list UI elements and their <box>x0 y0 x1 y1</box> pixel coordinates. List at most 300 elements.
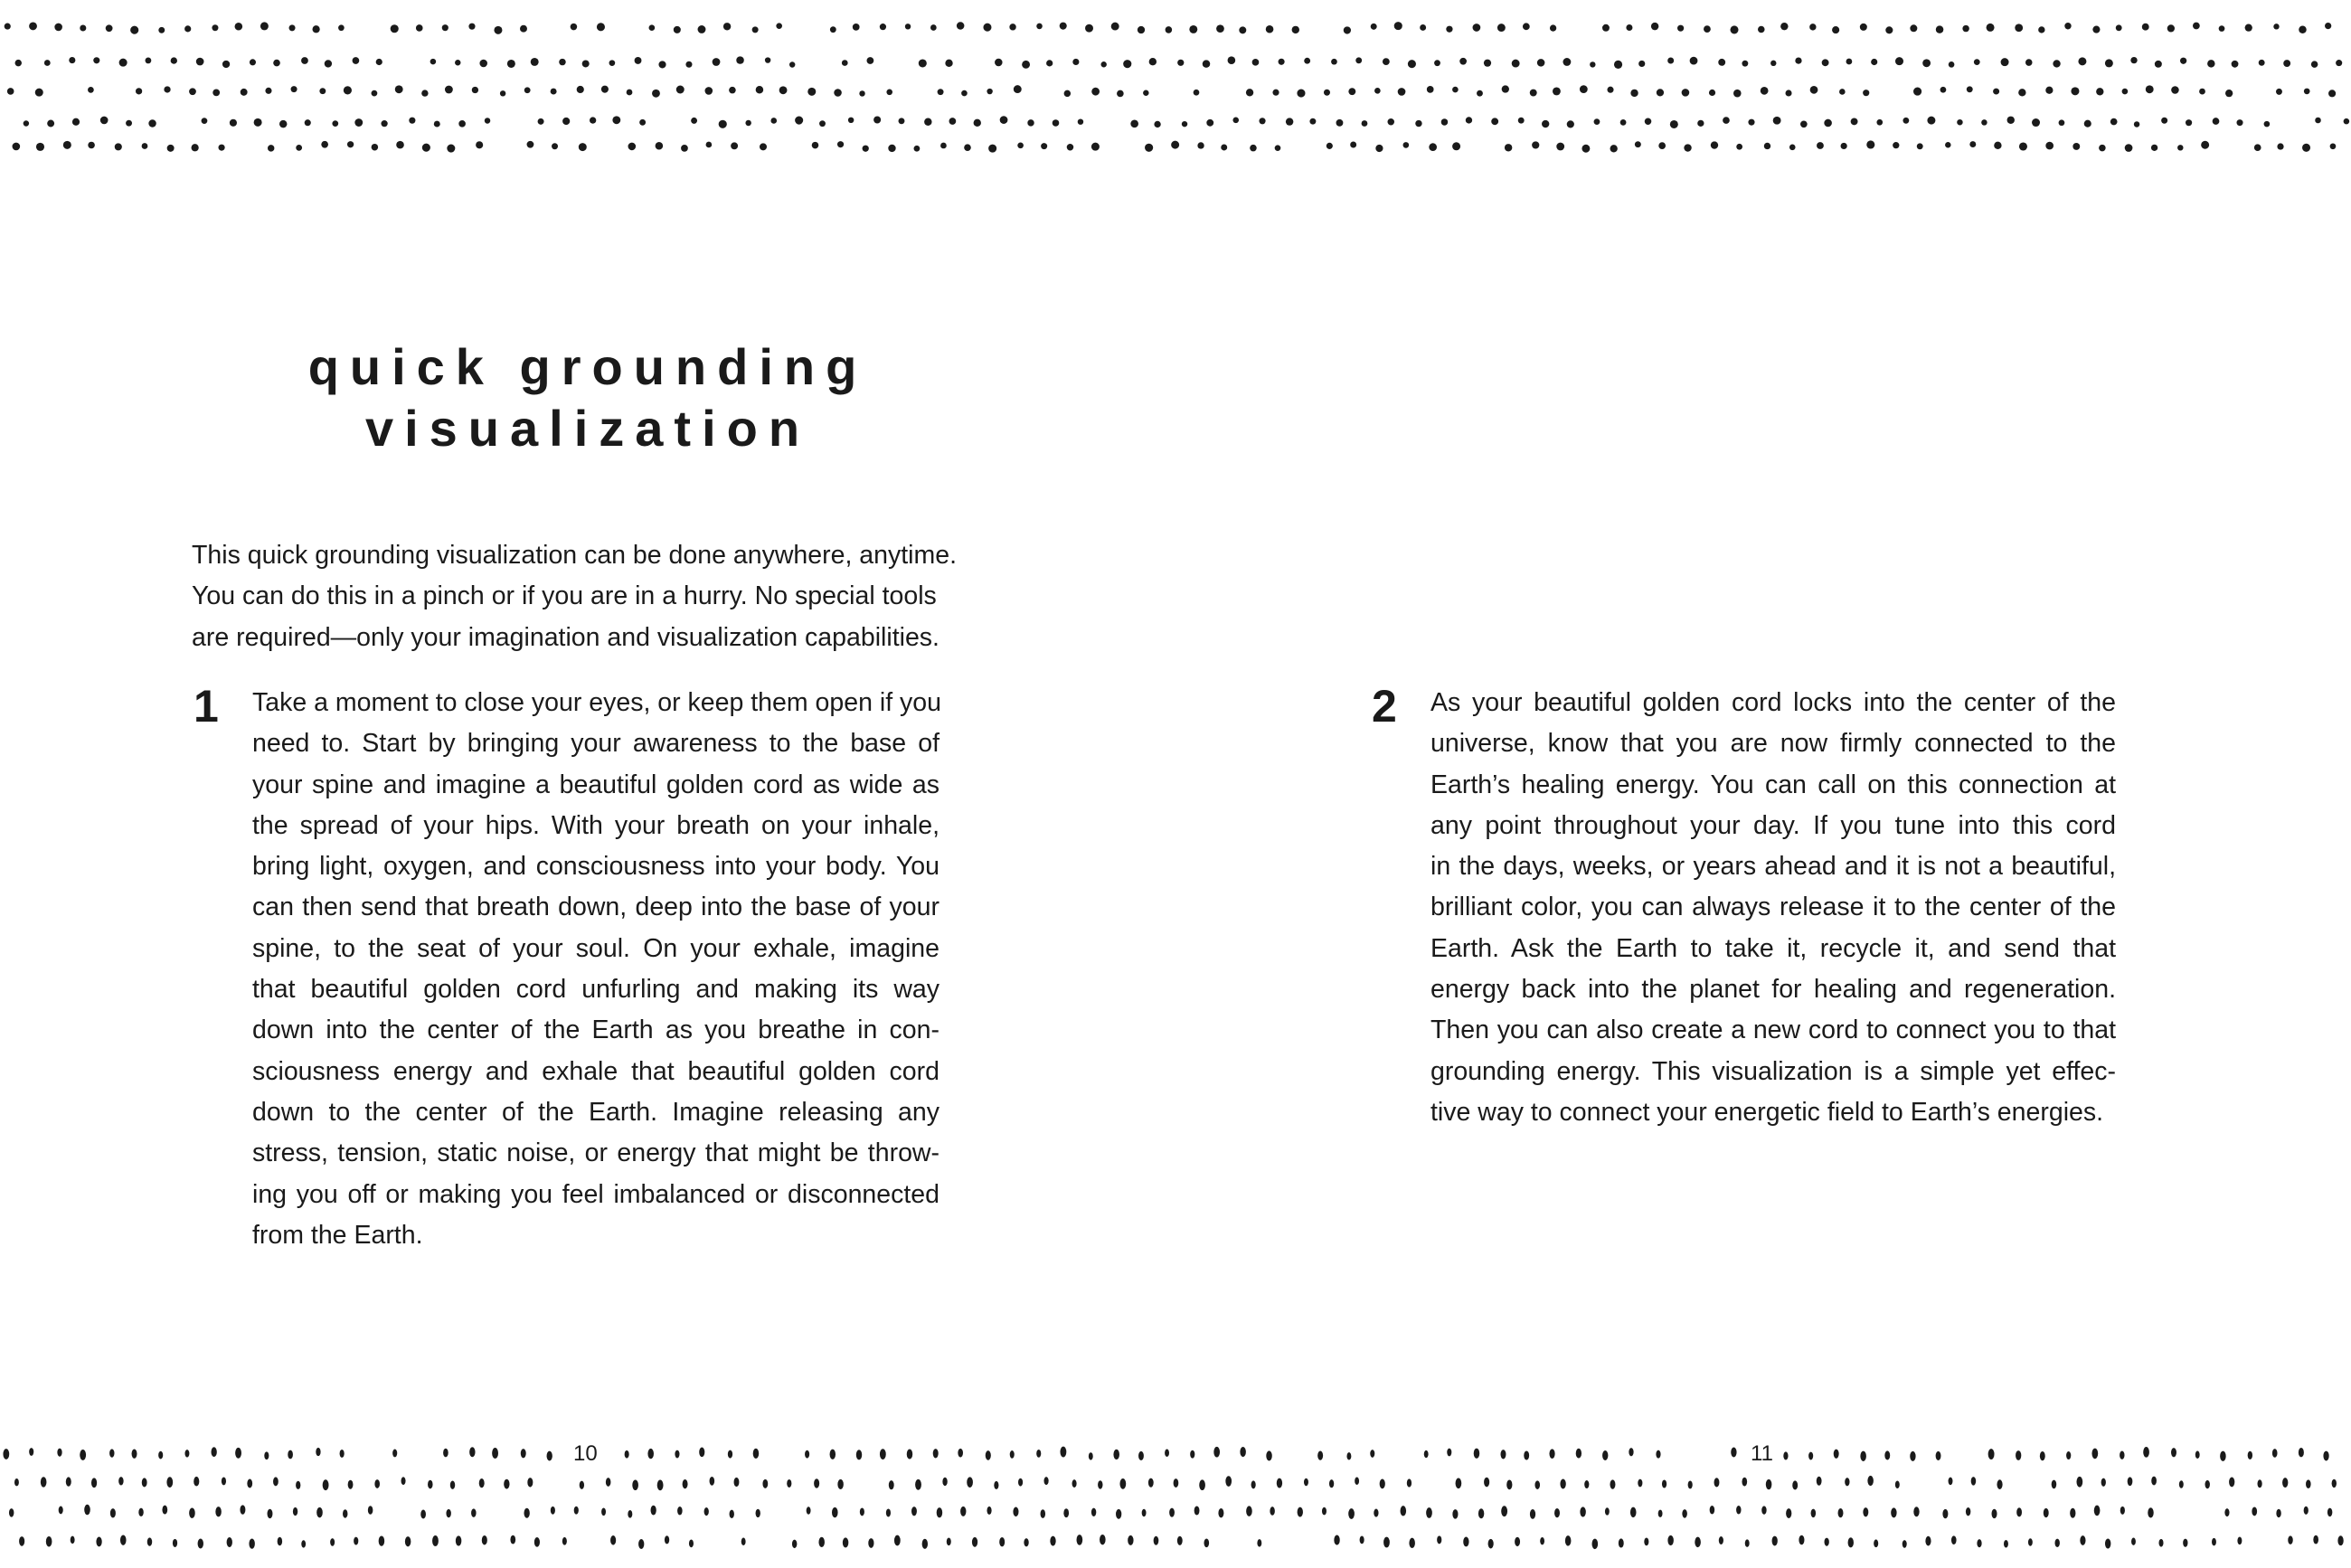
dot <box>24 120 29 126</box>
dot <box>184 1450 189 1458</box>
dot <box>1036 1450 1041 1458</box>
dot <box>482 1535 487 1544</box>
dot <box>19 1536 24 1546</box>
dot <box>2299 25 2307 33</box>
dot <box>1502 85 1509 92</box>
dot <box>2120 1507 2125 1515</box>
dot <box>677 1507 683 1516</box>
dot <box>995 59 1003 67</box>
dot <box>2094 1506 2101 1516</box>
dot <box>1638 1479 1642 1488</box>
dot <box>1111 23 1119 31</box>
dot <box>713 58 721 66</box>
dot <box>1518 118 1525 124</box>
dot <box>1895 57 1903 65</box>
dot <box>479 60 487 68</box>
dot <box>2101 1478 2106 1487</box>
dot <box>1620 119 1627 126</box>
dot <box>1884 1450 1890 1459</box>
dot <box>189 88 196 95</box>
dot <box>552 143 558 149</box>
dot <box>1350 142 1356 148</box>
dot <box>1043 1477 1048 1485</box>
dot <box>2229 1477 2234 1487</box>
dot <box>632 1479 638 1490</box>
dot <box>1246 1506 1252 1516</box>
dot <box>1607 87 1613 93</box>
dot <box>1542 120 1549 128</box>
dot <box>1913 88 1921 96</box>
dot <box>212 89 220 96</box>
dot <box>72 118 80 126</box>
dot <box>1204 1538 1209 1547</box>
dot <box>2045 87 2053 94</box>
dot <box>332 120 338 127</box>
dot <box>2195 1451 2200 1459</box>
dot <box>527 1478 533 1487</box>
dot <box>2078 57 2086 65</box>
dot <box>1936 1451 1941 1460</box>
dot <box>1251 1480 1256 1488</box>
dot <box>729 87 736 94</box>
dot <box>1524 1450 1529 1459</box>
dot <box>293 1507 297 1516</box>
dot <box>1041 143 1047 149</box>
dot <box>964 144 971 151</box>
dot <box>873 116 881 123</box>
dot <box>830 1450 836 1459</box>
dot <box>1917 143 1923 149</box>
dot <box>933 1449 939 1458</box>
dot <box>2151 1477 2157 1486</box>
dot <box>1592 1539 1599 1549</box>
dot <box>1060 1447 1066 1458</box>
dot <box>704 87 713 95</box>
dot <box>2080 1535 2085 1545</box>
dot <box>296 145 302 151</box>
dot <box>118 1477 123 1485</box>
dot <box>1355 1478 1359 1485</box>
dot <box>1036 24 1043 30</box>
dot <box>710 1477 715 1486</box>
dot <box>1355 57 1362 63</box>
dot <box>1491 118 1498 125</box>
dot <box>273 60 280 67</box>
dot <box>2277 143 2283 149</box>
dot <box>2327 1508 2332 1516</box>
dot <box>316 1507 323 1517</box>
dot <box>1009 24 1015 30</box>
dot <box>730 1510 734 1518</box>
dot <box>1100 1535 1106 1544</box>
dot <box>1408 60 1416 68</box>
dot <box>1515 1537 1520 1546</box>
dot <box>1344 26 1351 33</box>
step-number-2: 2 <box>1372 681 1397 732</box>
dot <box>2330 143 2337 149</box>
dot <box>1429 143 1437 151</box>
dot <box>1626 24 1632 31</box>
dot <box>1130 119 1138 128</box>
dot <box>296 1481 300 1489</box>
dot <box>837 1479 843 1489</box>
dot <box>1447 1449 1451 1457</box>
dot <box>485 118 491 124</box>
dot <box>1149 58 1157 65</box>
dot <box>2143 1447 2149 1458</box>
dot <box>2146 85 2154 93</box>
dot <box>1645 118 1652 125</box>
dot <box>2311 61 2318 68</box>
dot <box>658 61 666 68</box>
dot <box>80 1450 86 1460</box>
dot <box>5 24 11 30</box>
dot <box>510 1535 515 1544</box>
dot <box>787 1479 791 1488</box>
dot <box>372 144 379 151</box>
dot <box>1142 1509 1147 1516</box>
dot <box>2177 145 2183 150</box>
dot <box>1270 1507 1275 1516</box>
dot <box>765 57 770 62</box>
dot <box>1189 25 1197 33</box>
dot <box>652 90 660 98</box>
step-line: from the Earth. <box>252 1220 423 1250</box>
dot <box>2015 24 2023 32</box>
dot <box>577 86 584 93</box>
dot <box>164 86 170 92</box>
dot <box>1927 117 1935 125</box>
dot <box>937 1507 942 1517</box>
dot <box>1580 85 1588 93</box>
dot <box>340 1450 345 1458</box>
dot <box>1670 120 1678 128</box>
dot <box>1228 56 1236 64</box>
dot <box>1714 1478 1720 1487</box>
dot <box>610 1535 616 1545</box>
step-2-text <box>1430 683 2116 1133</box>
dot <box>807 1507 811 1514</box>
dot <box>1077 1535 1083 1545</box>
dot <box>2018 89 2025 96</box>
dot <box>905 24 911 29</box>
dot <box>915 1479 921 1490</box>
dot <box>1891 1507 1896 1517</box>
dot <box>1682 89 1690 97</box>
dot <box>1505 144 1512 151</box>
dot <box>1297 90 1305 98</box>
dot <box>1067 144 1073 150</box>
dot <box>1474 1449 1479 1459</box>
dot <box>1580 1507 1585 1516</box>
dot <box>2257 1479 2261 1488</box>
dot <box>84 1505 90 1515</box>
dot <box>119 59 127 67</box>
dot <box>1851 118 1858 125</box>
dot <box>1981 119 1987 126</box>
dot <box>57 1449 61 1457</box>
dot <box>1780 23 1788 30</box>
dot <box>1322 1507 1327 1516</box>
dot <box>1684 144 1691 151</box>
dot <box>15 60 22 66</box>
step-line: universe, know that you are now firmly connected to the <box>1430 729 2116 759</box>
dot <box>391 24 399 33</box>
dot <box>305 119 311 126</box>
dot <box>551 89 557 95</box>
dot <box>547 1451 552 1461</box>
dot <box>770 118 777 124</box>
dot <box>405 1536 411 1546</box>
dot <box>1913 1507 1919 1516</box>
dot <box>1742 61 1748 67</box>
dot <box>691 118 697 124</box>
dot <box>2219 25 2225 32</box>
dot <box>1710 1506 1715 1515</box>
dot <box>1064 90 1071 97</box>
dot <box>1825 1538 1829 1546</box>
dot <box>2134 121 2139 127</box>
dot <box>2237 119 2243 126</box>
dot <box>958 1449 963 1458</box>
dot <box>2276 89 2282 95</box>
dot <box>447 145 455 153</box>
dot <box>2212 1538 2216 1545</box>
dot <box>2155 61 2162 68</box>
dot <box>2171 1448 2176 1457</box>
dot <box>158 27 165 33</box>
dot <box>2151 145 2157 151</box>
dot <box>1427 86 1434 93</box>
dot <box>1667 1535 1673 1545</box>
dot <box>430 59 436 64</box>
dot <box>2245 24 2252 32</box>
step-line: tive way to connect your energetic field to Earth’s energies. <box>1430 1097 2104 1127</box>
dot <box>63 141 71 149</box>
dot <box>988 145 996 153</box>
step-line: your spine and imagine a beautiful golden cord as wide as <box>252 770 939 799</box>
dot <box>29 1448 33 1456</box>
step-line: energy back into the planet for healing and regeneration. <box>1430 975 2116 1005</box>
dot <box>325 60 332 67</box>
dot <box>1398 88 1406 96</box>
dot <box>1024 1538 1028 1546</box>
dot <box>2205 1480 2210 1488</box>
dot <box>1138 26 1145 33</box>
dot <box>949 118 956 125</box>
dot <box>957 22 965 30</box>
dot <box>1910 1451 1915 1461</box>
dot <box>1997 1479 2002 1489</box>
dot <box>1876 119 1883 126</box>
dot <box>268 1509 273 1518</box>
dot <box>2130 57 2137 63</box>
dot <box>868 1538 873 1548</box>
dot <box>1764 143 1770 149</box>
dot <box>972 1537 977 1547</box>
dot <box>432 1535 439 1546</box>
dot <box>1838 1508 1844 1517</box>
dot <box>1327 143 1333 149</box>
dot <box>1736 144 1742 150</box>
dot <box>1658 1510 1663 1517</box>
dot <box>1594 118 1600 125</box>
dot <box>2032 118 2040 127</box>
dot <box>2337 1535 2343 1545</box>
dot <box>2186 119 2192 126</box>
dot <box>1832 26 1839 33</box>
dot <box>235 1448 241 1459</box>
dot <box>562 1537 567 1545</box>
dot <box>1488 1539 1494 1549</box>
dot <box>162 1506 167 1515</box>
dot <box>741 1538 746 1545</box>
dot <box>69 57 75 63</box>
dot <box>947 1537 951 1545</box>
dot <box>1903 1540 1907 1548</box>
dot <box>1497 24 1506 32</box>
dot <box>1329 1479 1334 1488</box>
dot <box>1512 60 1520 68</box>
dot <box>1783 1451 1788 1459</box>
dot <box>1113 1450 1119 1459</box>
dot <box>100 117 109 125</box>
dot <box>1874 1539 1878 1547</box>
dot <box>1383 1537 1390 1548</box>
dot <box>1530 90 1537 97</box>
dot <box>1387 118 1394 126</box>
dot <box>597 23 605 31</box>
dot <box>1477 90 1483 97</box>
dot <box>492 1448 498 1459</box>
dot <box>1374 88 1381 94</box>
dot <box>1506 1479 1512 1489</box>
dot <box>321 141 328 148</box>
dot <box>249 1539 254 1549</box>
dot <box>376 59 382 65</box>
dot <box>922 1539 928 1549</box>
dot <box>13 143 21 151</box>
dot <box>706 142 713 148</box>
dot <box>1279 59 1285 65</box>
dot <box>396 141 404 149</box>
dot <box>1969 141 1976 147</box>
dot <box>241 89 248 96</box>
dot <box>1810 86 1818 94</box>
dot <box>1166 26 1173 33</box>
dot <box>1584 1480 1589 1488</box>
dot <box>853 24 860 31</box>
dot <box>1407 1478 1412 1487</box>
dot <box>938 89 944 95</box>
dot <box>1091 88 1100 96</box>
dot <box>736 56 743 63</box>
dot <box>1415 120 1421 127</box>
dot <box>689 1539 694 1547</box>
dot <box>1309 118 1316 125</box>
step-1-text <box>252 683 939 1256</box>
dot <box>1434 60 1440 66</box>
dot <box>930 24 937 31</box>
page-number-left: 10 <box>568 1441 603 1467</box>
dot <box>1060 23 1067 30</box>
dot <box>189 1507 195 1517</box>
dot <box>1426 1507 1432 1518</box>
dot <box>867 57 874 64</box>
dot <box>1078 118 1083 124</box>
dot <box>323 1479 329 1490</box>
dot <box>2224 1508 2229 1516</box>
dot <box>606 1478 611 1487</box>
dot <box>2040 1451 2045 1460</box>
dot <box>942 1478 947 1486</box>
dot <box>442 24 448 31</box>
dot <box>1893 142 1899 148</box>
dot <box>472 87 478 93</box>
dot <box>264 1451 269 1459</box>
dot <box>807 88 816 96</box>
dot <box>2128 1477 2133 1486</box>
dot <box>819 120 826 127</box>
dot <box>1360 1535 1364 1544</box>
dot <box>268 145 274 151</box>
dot <box>1182 121 1187 127</box>
dot <box>1846 59 1853 65</box>
dot <box>1240 1447 1245 1457</box>
dot <box>1745 1539 1750 1546</box>
dot <box>1154 121 1160 128</box>
dot <box>1789 145 1796 151</box>
dot <box>756 86 764 94</box>
dot <box>368 1506 373 1515</box>
dot <box>219 145 225 151</box>
dot <box>446 1509 450 1517</box>
dot <box>886 89 892 95</box>
dot <box>1203 60 1210 67</box>
dot <box>456 1535 461 1545</box>
dot <box>504 1479 509 1489</box>
dot <box>1974 59 1980 65</box>
dot <box>1424 1450 1429 1458</box>
dot <box>130 26 138 34</box>
dot <box>379 1536 385 1546</box>
dot <box>1317 1450 1323 1459</box>
dot <box>1394 22 1402 30</box>
dot <box>2325 23 2331 29</box>
dot <box>2120 1451 2124 1459</box>
dot <box>2125 144 2133 152</box>
dot <box>1772 1536 1778 1546</box>
dot <box>960 1507 966 1516</box>
dot <box>1630 90 1638 97</box>
dot <box>1602 24 1610 32</box>
dot <box>728 1450 732 1459</box>
dot <box>2004 1540 2008 1548</box>
dot <box>2059 119 2065 126</box>
step-line: As your beautiful golden cord locks into the center of the <box>1430 688 2116 717</box>
dot <box>520 25 527 33</box>
dot <box>1091 143 1100 151</box>
dot <box>698 25 706 33</box>
dot <box>609 60 616 66</box>
step-line: Take a moment to close your eyes, or keep them open if you <box>252 688 941 717</box>
dot <box>1501 1450 1506 1459</box>
dot <box>1190 1450 1194 1459</box>
step-line: grounding energy. This visualization is a simple yet effec- <box>1430 1056 2116 1086</box>
dot <box>1977 1539 1981 1547</box>
dot <box>372 90 378 97</box>
dot <box>734 1478 740 1487</box>
